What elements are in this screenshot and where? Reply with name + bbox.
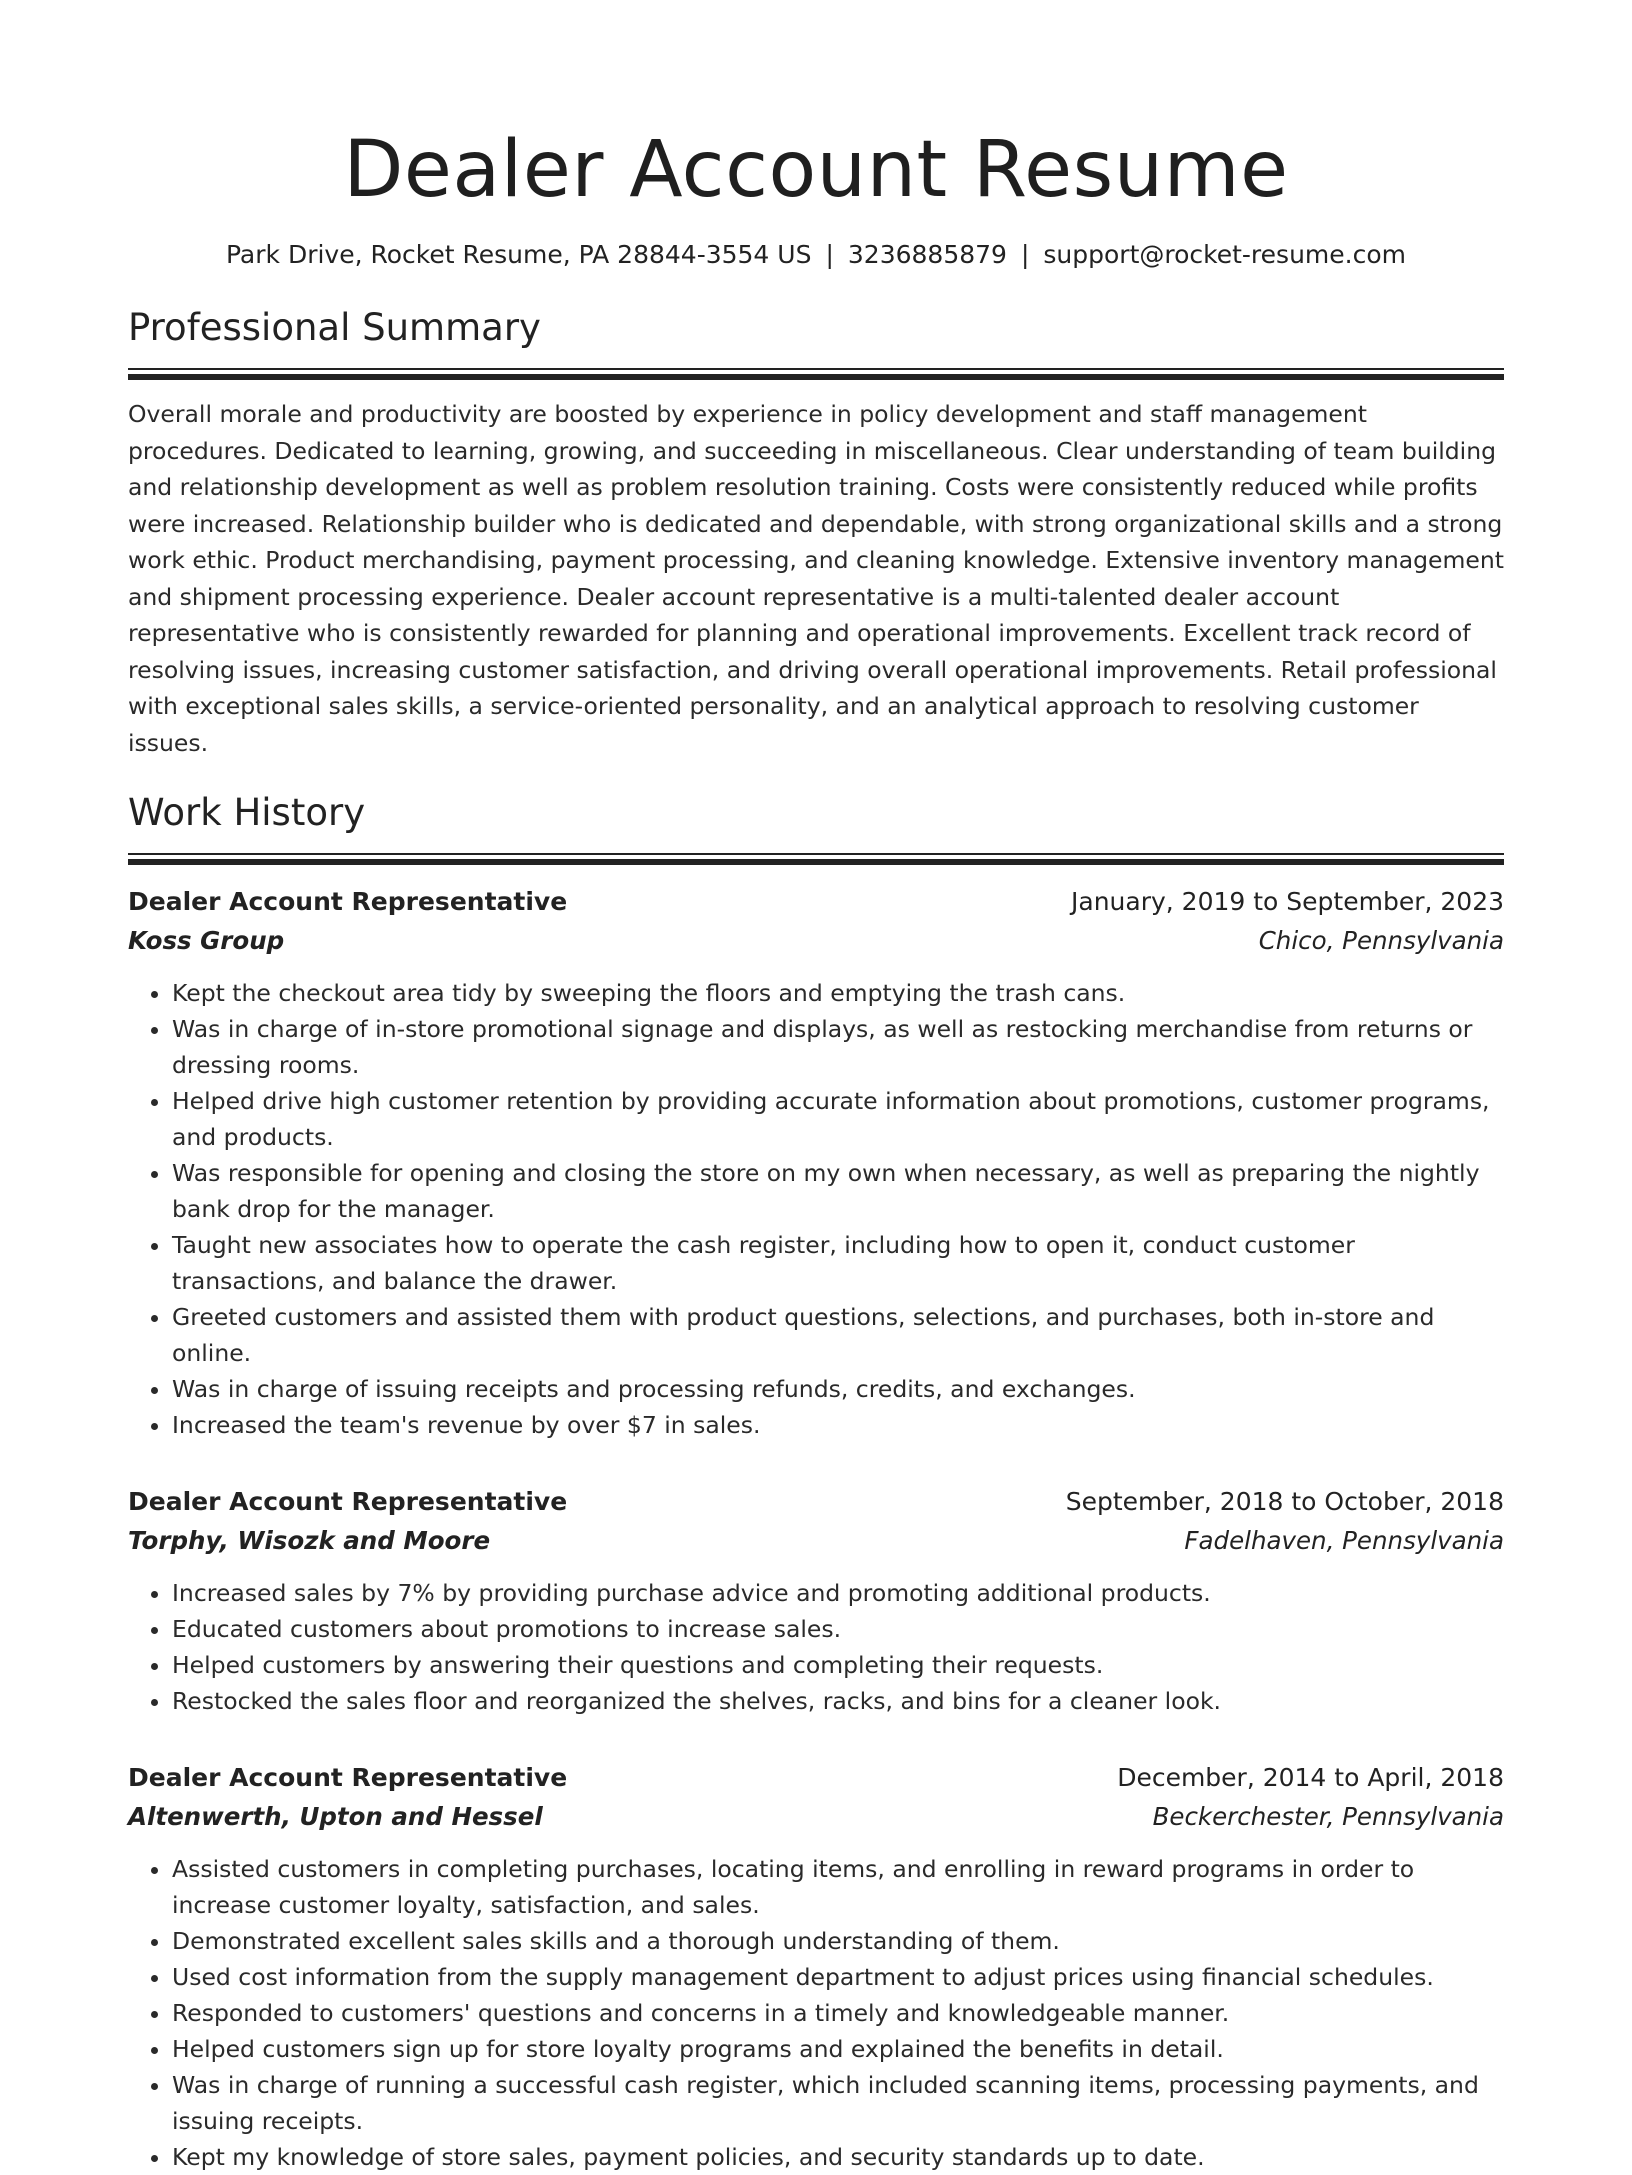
job-title: Dealer Account Representative (128, 1763, 568, 1792)
job-entry (128, 1759, 1504, 2175)
job-location: Fadelhaven, Pennsylvania (1184, 1526, 1504, 1555)
list-item: • Kept my knowledge of store sales, payment policies, and security standards up to date. (172, 2139, 1504, 2175)
job-title: Dealer Account Representative (128, 887, 568, 916)
job-dates: September, 2018 to October, 2018 (1065, 1487, 1504, 1516)
job-entry (128, 1483, 1504, 1719)
contact-email: support@rocket-resume.com (1043, 240, 1406, 269)
contact-separator: | (1020, 240, 1030, 269)
list-item: • Was in charge of in-store promotional signage and displays, as well as restocking merchandise from returns or dressing rooms. (172, 1011, 1504, 1083)
contact-separator: | (825, 240, 834, 269)
job-company: Altenwerth, Upton and Hessel (128, 1802, 543, 1831)
list-item: • Was responsible for opening and closing the store on my own when necessary, as well as preparing the nightly bank drop for the manager. (172, 1155, 1504, 1227)
job-location: Chico, Pennsylvania (1258, 926, 1504, 955)
section-heading-work-history: Work History (128, 791, 366, 834)
job-title: Dealer Account Representative (128, 1487, 568, 1516)
job-dates: January, 2019 to September, 2023 (1071, 887, 1504, 916)
list-item: • Demonstrated excellent sales skills and a thorough understanding of them. (172, 1923, 1504, 1959)
list-item: • Kept the checkout area tidy by sweeping the floors and emptying the trash cans. (172, 975, 1504, 1011)
resume-page (128, 0, 1504, 2175)
contact-phone: 3236885879 (847, 240, 1007, 269)
job-duties-list (128, 975, 1504, 1443)
job-company: Torphy, Wisozk and Moore (128, 1526, 491, 1555)
list-item: • Taught new associates how to operate the cash register, including how to open it, conduct customer transactions, and balance the drawer. (172, 1227, 1504, 1299)
summary-text: Overall morale and productivity are boosted by experience in policy development and staff management procedures. Dedicated to learning, growing, and succeeding in miscellaneous. Clear understanding of team building and relationship development as well as problem resolution training. Costs were consistently reduced while profits were increased. Relationship builder who is dedicated and dependable, with strong organizational skills and a strong work ethic. Product merchandising, payment processing, and cleaning knowledge. Extensive inventory management and shipment processing experience. Dealer account representative is a multi-talented dealer account representative who is consistently rewarded for planning and operational improvements. Excellent track record of resolving issues, increasing customer satisfaction, and driving overall operational improvements. Retail professional with exceptional sales skills, a service-oriented personality, and an analytical approach to resolving customer issues. (128, 400, 1504, 757)
job-entry (128, 883, 1504, 1443)
job-company: Koss Group (128, 926, 285, 955)
list-item: • Restocked the sales floor and reorganized the shelves, racks, and bins for a cleaner look. (172, 1683, 1504, 1719)
list-item: • Helped customers sign up for store loyalty programs and explained the benefits in detail. (172, 2031, 1504, 2067)
section-divider (128, 368, 1504, 380)
work-history-section (128, 789, 1504, 2175)
section-heading-summary: Professional Summary (128, 306, 541, 349)
professional-summary-section (128, 304, 1504, 761)
list-item: • Was in charge of running a successful cash register, which included scanning items, processing payments, and issuing receipts. (172, 2067, 1504, 2139)
list-item: • Assisted customers in completing purchases, locating items, and enrolling in reward programs in order to increase customer loyalty, satisfaction, and sales. (172, 1851, 1504, 1923)
resume-title: Dealer Account Resume (343, 125, 1289, 215)
list-item: • Responded to customers' questions and concerns in a timely and knowledgeable manner. (172, 1995, 1504, 2031)
list-item: • Increased the team's revenue by over $7 in sales. (172, 1407, 1504, 1443)
job-duties-list (128, 1575, 1504, 1719)
job-duties-list (128, 1851, 1504, 2175)
job-dates: December, 2014 to April, 2018 (1117, 1763, 1504, 1792)
list-item: • Helped drive high customer retention by providing accurate information about promotions, customer programs, and products. (172, 1083, 1504, 1155)
contact-line (128, 238, 1504, 272)
contact-address: Park Drive, Rocket Resume, PA 28844-3554 US (225, 240, 812, 269)
list-item: • Used cost information from the supply management department to adjust prices using financial schedules. (172, 1959, 1504, 1995)
list-item: • Educated customers about promotions to increase sales. (172, 1611, 1504, 1647)
list-item: • Greeted customers and assisted them with product questions, selections, and purchases, both in-store and online. (172, 1299, 1504, 1371)
list-item: • Was in charge of issuing receipts and processing refunds, credits, and exchanges. (172, 1371, 1504, 1407)
section-divider (128, 853, 1504, 865)
job-location: Beckerchester, Pennsylvania (1152, 1802, 1504, 1831)
list-item: • Increased sales by 7% by providing purchase advice and promoting additional products. (172, 1575, 1504, 1611)
list-item: • Helped customers by answering their questions and completing their requests. (172, 1647, 1504, 1683)
